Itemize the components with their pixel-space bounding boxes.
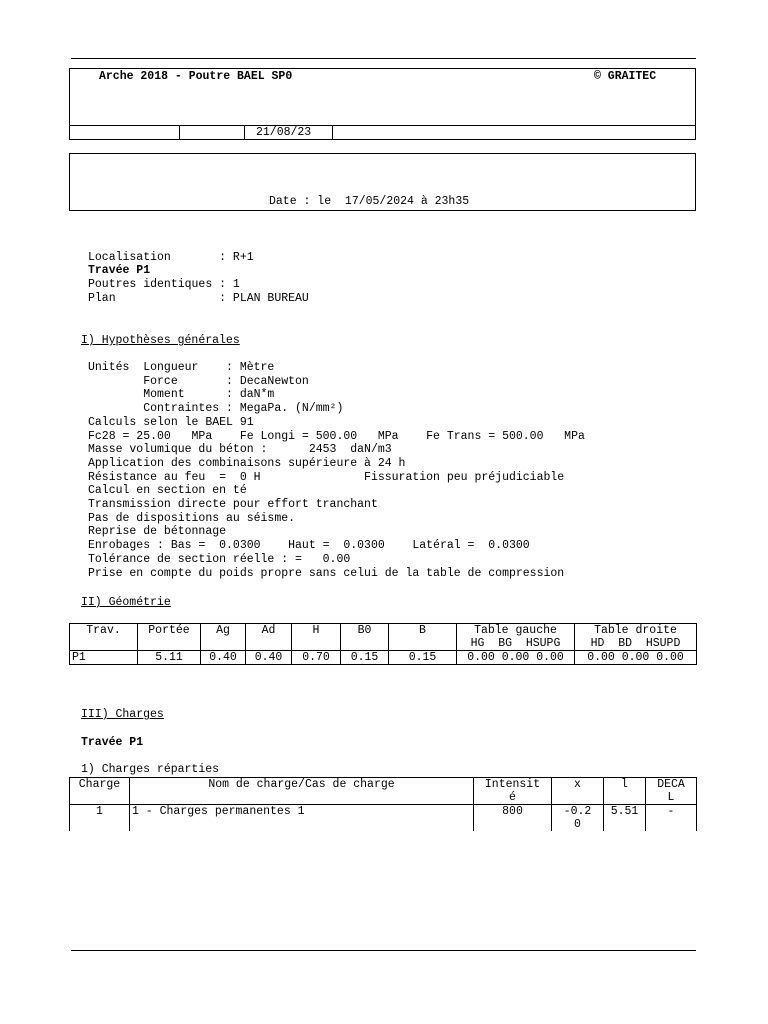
cell-b0: 0.15: [341, 651, 389, 665]
header-date: 21/08/23: [256, 126, 312, 139]
col-header-nom: Nom de charge/Cas de charge: [130, 778, 474, 805]
hyp-line: Résistance au feu = 0 H Fissuration peu préjudiciable: [88, 470, 565, 484]
cell-intensite: 800: [474, 805, 552, 832]
geometry-table: [69, 623, 697, 665]
info-poutres: Poutres identiques : 1: [88, 278, 240, 291]
date-box: [69, 153, 696, 211]
decal-label-2: L: [667, 791, 675, 804]
section-title-hypotheses: I) Hypothèses générales: [81, 334, 240, 347]
table-header-row: [70, 624, 697, 651]
report-date: Date : le 17/05/2024 à 23h35: [269, 195, 470, 208]
table-droite-label: Table droite: [594, 624, 677, 637]
col-header-decal: [646, 778, 697, 805]
info-localisation: Localisation : R+1: [88, 251, 254, 264]
col-header-intensite: [474, 778, 552, 805]
cell-b: 0.15: [389, 651, 457, 665]
hyp-line: Force : DecaNewton: [88, 374, 309, 388]
top-rule: [71, 58, 696, 59]
cell-charge: 1: [70, 805, 130, 832]
cell-l: 5.51: [604, 805, 646, 832]
cell-ag: 0.40: [201, 651, 246, 665]
table-header-row: [70, 778, 697, 805]
decal-label-1: DECA: [657, 778, 685, 791]
hyp-line: Calcul en section en té: [88, 484, 247, 498]
hyp-line: Masse volumique du béton : 2453 daN/m3: [88, 443, 392, 457]
hyp-line: Calculs selon le BAEL 91: [88, 415, 254, 429]
bottom-rule: [71, 950, 696, 951]
table-droite-sub: HD BD HSUPD: [590, 637, 681, 650]
cell-trav: P1: [70, 651, 138, 665]
cell-nom: 1 - Charges permanentes 1: [130, 805, 474, 832]
hyp-line: Prise en compte du poids propre sans celui de la table de compression: [88, 566, 565, 580]
info-travee: Travée P1: [88, 264, 151, 277]
col-header-table-droite: [575, 624, 697, 651]
cell-h: 0.70: [292, 651, 341, 665]
col-header-b0: B0: [341, 624, 389, 651]
charges-span-title: Travée P1: [81, 736, 144, 749]
intensite-label-1: Intensit: [484, 778, 541, 791]
table-gauche-sub: HG BG HSUPG: [470, 637, 561, 650]
cell-x: [552, 805, 604, 832]
header-box: [69, 68, 696, 140]
table-row: [70, 651, 697, 665]
charges-subtitle: 1) Charges réparties: [81, 763, 220, 776]
table-row: [70, 805, 697, 832]
col-header-table-gauche: [457, 624, 575, 651]
cell-ad: 0.40: [246, 651, 292, 665]
section-title-charges: III) Charges: [81, 708, 164, 721]
col-header-ad: Ad: [246, 624, 292, 651]
col-header-ag: Ag: [201, 624, 246, 651]
cell-decal: -: [646, 805, 697, 832]
section-title-geometrie: II) Géométrie: [81, 596, 171, 609]
header-strip: [70, 125, 695, 140]
hyp-line: Enrobages : Bas = 0.0300 Haut = 0.0300 Latéral = 0.0300: [88, 539, 530, 553]
charges-table: [69, 777, 697, 831]
table-gauche-label: Table gauche: [474, 624, 557, 637]
col-header-x: x: [552, 778, 604, 805]
header-right-title: © GRAITEC: [594, 70, 657, 83]
col-header-l: l: [604, 778, 646, 805]
hyp-line: Contraintes : MegaPa. (N/mm²): [88, 402, 344, 416]
strip-divider: [244, 126, 245, 140]
hyp-line: Reprise de bétonnage: [88, 525, 227, 539]
hyp-line: Tolérance de section réelle : = 0.00: [88, 552, 351, 566]
col-header-charge: Charge: [70, 778, 130, 805]
strip-divider: [179, 126, 180, 140]
cell-table-gauche: 0.00 0.00 0.00: [457, 651, 575, 665]
x-value-2: 0: [574, 818, 581, 831]
strip-divider: [332, 126, 333, 140]
info-plan: Plan : PLAN BUREAU: [88, 292, 309, 305]
cell-portee: 5.11: [138, 651, 201, 665]
hyp-line: Transmission directe pour effort tranchant: [88, 498, 378, 511]
cell-table-droite: 0.00 0.00 0.00: [575, 651, 697, 665]
intensite-label-2: é: [509, 791, 516, 804]
hyp-line: Fc28 = 25.00 MPa Fe Longi = 500.00 MPa Fe Trans = 500.00 MPa: [88, 429, 585, 443]
hyp-line: Unités Longueur : Mètre: [88, 361, 275, 374]
hyp-line: Moment : daN*m: [88, 388, 275, 402]
header-left-title: Arche 2018 - Poutre BAEL SP0: [99, 70, 293, 83]
col-header-portee: Portée: [138, 624, 201, 651]
hyp-line: Application des combinaisons supérieure à 24 h: [88, 456, 406, 470]
col-header-h: H: [292, 624, 341, 651]
col-header-b: B: [389, 624, 457, 651]
col-header-trav: Trav.: [70, 624, 138, 651]
x-value-1: -0.2: [563, 805, 592, 818]
hyp-line: Pas de dispositions au séisme.: [88, 511, 296, 525]
